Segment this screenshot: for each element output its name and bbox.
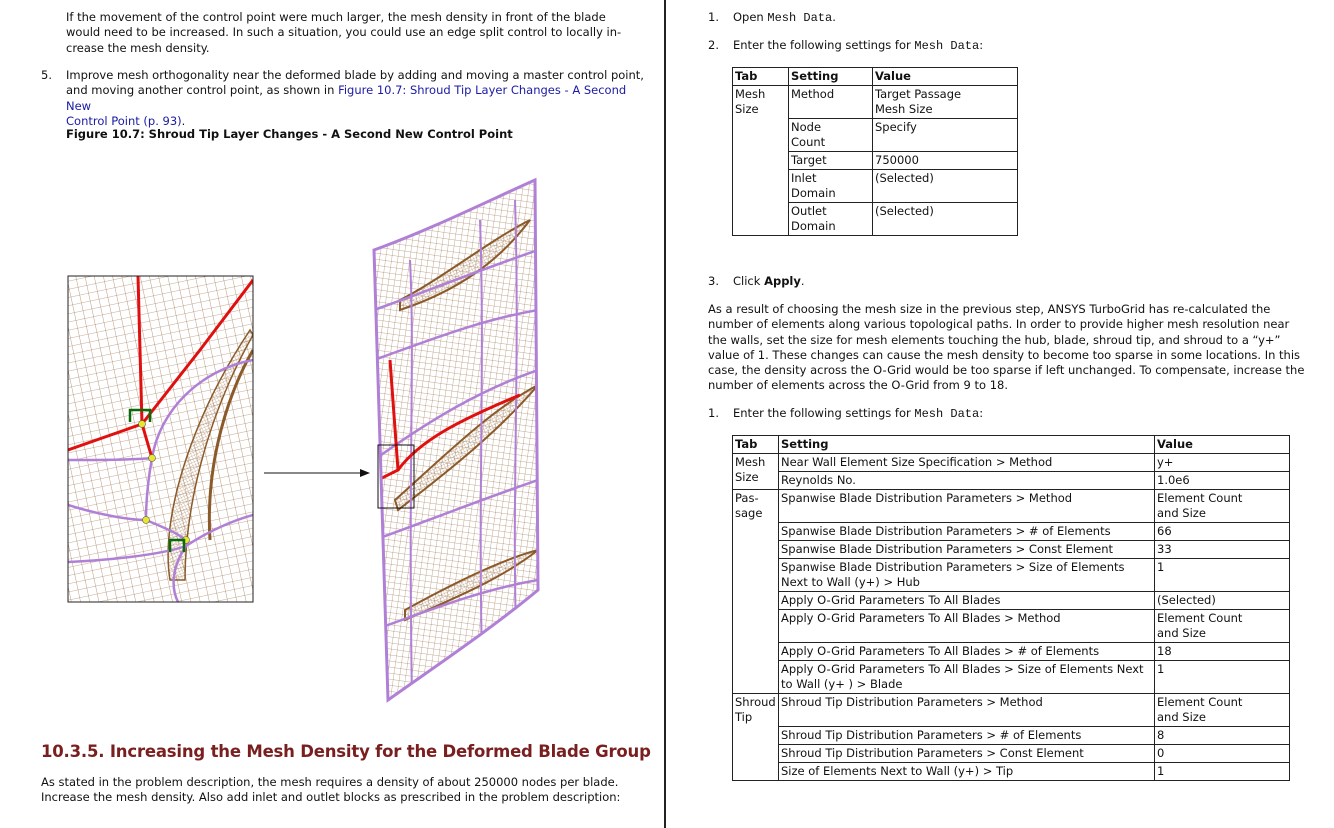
deformed-blade-mesh bbox=[360, 160, 560, 720]
step-2-text bbox=[733, 38, 983, 54]
setting-line: Apply O-Grid Parameters To All Blades > # of Elements bbox=[781, 644, 1100, 658]
setting-line: Domain bbox=[791, 186, 836, 200]
tab-cell bbox=[733, 86, 789, 236]
step-5-line-1: Improve mesh orthogonality near the deformed blade by adding and moving a master control point, bbox=[66, 68, 644, 82]
setting-cell bbox=[779, 592, 1155, 610]
value-line: and Size bbox=[1157, 710, 1206, 724]
setting-line: Target bbox=[791, 153, 827, 167]
value-line: 1 bbox=[1157, 662, 1165, 676]
value-cell bbox=[1155, 763, 1290, 781]
step-1b-number: 1. bbox=[708, 406, 719, 420]
step-3-suffix: . bbox=[800, 274, 805, 288]
step-5-line-2-prefix: and moving another control point, as shown in bbox=[66, 83, 339, 98]
setting-line: Next to Wall (y+) > Hub bbox=[781, 575, 920, 589]
value-line: (Selected) bbox=[1157, 593, 1216, 607]
step-1-number: 1. bbox=[708, 10, 719, 24]
setting-line: Shroud Tip Distribution Parameters > Const Element bbox=[781, 746, 1084, 760]
setting-line: Method bbox=[791, 87, 835, 101]
setting-line: Apply O-Grid Parameters To All Blades bbox=[781, 593, 1001, 607]
paragraph-line: number of elements across the O-Grid from 9 to 18. bbox=[708, 378, 1009, 393]
setting-cell bbox=[779, 610, 1155, 643]
figure-page-link[interactable]: Control Point (p. 93) bbox=[66, 113, 182, 128]
tab-line: Shroud bbox=[735, 695, 776, 709]
mesh-data-code: Mesh Data bbox=[914, 407, 980, 421]
value-cell bbox=[1155, 454, 1290, 472]
table-row bbox=[733, 727, 1290, 745]
tab-line: Pas- bbox=[735, 491, 759, 505]
step-5-line-3-suffix: . bbox=[181, 113, 186, 128]
header-setting: Setting bbox=[789, 68, 873, 86]
mesh-figure bbox=[60, 160, 560, 720]
header-value: Value bbox=[873, 68, 1018, 86]
table-row bbox=[733, 523, 1290, 541]
paragraph-line: number of elements along various topological paths. In order to provide higher mesh resolution near bbox=[708, 317, 1290, 332]
column-divider bbox=[664, 0, 666, 828]
table-row bbox=[733, 592, 1290, 610]
step-2-number: 2. bbox=[708, 38, 719, 52]
value-line: Element Count bbox=[1157, 491, 1243, 505]
value-line: y+ bbox=[1157, 455, 1174, 469]
setting-line: Apply O-Grid Parameters To All Blades > Size of Elements Next bbox=[781, 662, 1144, 676]
setting-cell bbox=[779, 490, 1155, 523]
value-line: 1 bbox=[1157, 764, 1165, 778]
value-line: 18 bbox=[1157, 644, 1172, 658]
value-line: (Selected) bbox=[875, 171, 934, 185]
setting-line: Spanwise Blade Distribution Parameters > Method bbox=[781, 491, 1073, 505]
setting-cell bbox=[779, 694, 1155, 727]
step-1-suffix: . bbox=[832, 10, 836, 24]
setting-line: Apply O-Grid Parameters To All Blades > Method bbox=[781, 611, 1061, 625]
arrow-icon bbox=[264, 469, 370, 477]
section-heading: 10.3.5. Increasing the Mesh Density for the Deformed Blade Group bbox=[41, 742, 651, 761]
setting-line: Spanwise Blade Distribution Parameters > # of Elements bbox=[781, 524, 1111, 538]
step-5-text bbox=[66, 68, 646, 129]
value-line: 66 bbox=[1157, 524, 1172, 538]
settings-table-2 bbox=[732, 435, 1290, 781]
step-1b-suffix: : bbox=[979, 406, 984, 420]
setting-line: Spanwise Blade Distribution Parameters > Const Element bbox=[781, 542, 1114, 556]
setting-cell bbox=[779, 661, 1155, 694]
setting-line: Spanwise Blade Distribution Parameters > Size of Elements bbox=[781, 560, 1125, 574]
paragraph-line: crease the mesh density. bbox=[66, 40, 210, 55]
value-line: and Size bbox=[1157, 626, 1206, 640]
paragraph-line: would need to be increased. In such a situation, you could use an edge split control to locally in- bbox=[66, 25, 622, 40]
value-cell bbox=[1155, 610, 1290, 643]
tab-line: sage bbox=[735, 506, 763, 520]
header-setting: Setting bbox=[779, 436, 1155, 454]
value-cell bbox=[1155, 523, 1290, 541]
value-cell bbox=[1155, 661, 1290, 694]
paragraph-line: As stated in the problem description, the mesh requires a density of about 250000 nodes per blade. bbox=[41, 775, 619, 789]
setting-cell bbox=[779, 523, 1155, 541]
header-tab: Tab bbox=[733, 436, 779, 454]
paragraph-line: the walls, set the size for mesh elements touching the hub, blade, shroud tip, and shroud to a “y+” bbox=[708, 332, 1281, 347]
table-row bbox=[733, 694, 1290, 727]
table-header-row bbox=[733, 436, 1290, 454]
step-1-text bbox=[733, 10, 836, 26]
figure-caption: Figure 10.7: Shroud Tip Layer Changes - A Second New Control Point bbox=[66, 127, 513, 141]
step-1-prefix: Open bbox=[733, 10, 768, 24]
setting-cell bbox=[789, 203, 873, 236]
table-row bbox=[733, 472, 1290, 490]
table-row bbox=[733, 559, 1290, 592]
value-cell bbox=[1155, 559, 1290, 592]
table-row bbox=[733, 745, 1290, 763]
value-cell bbox=[1155, 490, 1290, 523]
detail-inset bbox=[68, 276, 253, 602]
value-cell bbox=[873, 119, 1018, 152]
value-cell bbox=[1155, 745, 1290, 763]
table-row bbox=[733, 490, 1290, 523]
setting-cell bbox=[779, 559, 1155, 592]
value-cell bbox=[1155, 472, 1290, 490]
value-line: (Selected) bbox=[875, 204, 934, 218]
table-row bbox=[733, 541, 1290, 559]
value-cell bbox=[873, 152, 1018, 170]
value-line: Element Count bbox=[1157, 611, 1243, 625]
paragraph-line: As a result of choosing the mesh size in the previous step, ANSYS TurboGrid has re-calculated the bbox=[708, 302, 1271, 316]
setting-cell bbox=[779, 643, 1155, 661]
apply-label: Apply bbox=[764, 274, 801, 288]
tab-line: Mesh bbox=[735, 455, 766, 469]
step-2-suffix: : bbox=[979, 38, 984, 52]
step-5-number: 5. bbox=[41, 68, 52, 82]
mesh-density-paragraph bbox=[66, 10, 646, 56]
setting-line: Reynolds No. bbox=[781, 473, 856, 487]
setting-line: Size of Elements Next to Wall (y+) > Tip bbox=[781, 764, 1014, 778]
step-1b-prefix: Enter the following settings for bbox=[733, 406, 915, 420]
step-1b-text bbox=[733, 406, 983, 422]
value-cell bbox=[873, 203, 1018, 236]
paragraph-line: If the movement of the control point were much larger, the mesh density in front of the blade bbox=[66, 10, 606, 24]
setting-cell bbox=[779, 745, 1155, 763]
value-line: and Size bbox=[1157, 506, 1206, 520]
value-cell bbox=[1155, 541, 1290, 559]
value-line: Mesh Size bbox=[875, 102, 933, 116]
value-line: 0 bbox=[1157, 746, 1165, 760]
setting-cell bbox=[789, 86, 873, 119]
step-2-prefix: Enter the following settings for bbox=[733, 38, 915, 52]
value-cell bbox=[1155, 643, 1290, 661]
tab-line: Size bbox=[735, 102, 759, 116]
value-line: 1 bbox=[1157, 560, 1165, 574]
tab-cell bbox=[733, 694, 779, 781]
figure-10-7-link[interactable]: Figure 10.7: Shroud Tip Layer Changes - A Second New bbox=[66, 83, 627, 113]
table-row bbox=[733, 763, 1290, 781]
value-line: 8 bbox=[1157, 728, 1165, 742]
paragraph-line: case, the density across the O-Grid would be too sparse if left unchanged. To compensate, increase the bbox=[708, 363, 1305, 378]
tab-line: Mesh bbox=[735, 87, 766, 101]
table-row bbox=[733, 661, 1290, 694]
setting-cell bbox=[779, 454, 1155, 472]
paragraph-line: value of 1. These changes can cause the mesh density to become too sparse in some locations. In this bbox=[708, 347, 1301, 362]
mesh-data-code: Mesh Data bbox=[767, 11, 833, 25]
value-line: 1.0e6 bbox=[1157, 473, 1190, 487]
value-cell bbox=[873, 170, 1018, 203]
value-cell bbox=[1155, 727, 1290, 745]
setting-cell bbox=[779, 472, 1155, 490]
value-cell bbox=[873, 86, 1018, 119]
tab-cell bbox=[733, 490, 779, 694]
tab-cell bbox=[733, 454, 779, 490]
setting-cell bbox=[779, 763, 1155, 781]
value-cell bbox=[1155, 592, 1290, 610]
step-3-text bbox=[733, 274, 805, 289]
tab-line: Tip bbox=[735, 710, 753, 724]
table-header-row bbox=[733, 68, 1018, 86]
step-3-prefix: Click bbox=[733, 274, 765, 288]
value-cell bbox=[1155, 694, 1290, 727]
setting-line: Shroud Tip Distribution Parameters > Method bbox=[781, 695, 1043, 709]
settings-table-1 bbox=[732, 67, 1018, 236]
setting-line: Outlet bbox=[791, 204, 827, 218]
setting-cell bbox=[779, 541, 1155, 559]
table-row bbox=[733, 643, 1290, 661]
setting-line: to Wall (y+ ) > Blade bbox=[781, 677, 903, 691]
setting-line: Domain bbox=[791, 219, 836, 233]
result-paragraph bbox=[708, 302, 1308, 394]
step-3-number: 3. bbox=[708, 274, 719, 288]
header-value: Value bbox=[1155, 436, 1290, 454]
table-row bbox=[733, 610, 1290, 643]
setting-line: Near Wall Element Size Specification > Method bbox=[781, 455, 1053, 469]
header-tab: Tab bbox=[733, 68, 789, 86]
setting-line: Shroud Tip Distribution Parameters > # of Elements bbox=[781, 728, 1082, 742]
value-line: Element Count bbox=[1157, 695, 1243, 709]
table-row bbox=[733, 86, 1018, 119]
section-paragraph bbox=[41, 775, 641, 806]
tab-line: Size bbox=[735, 470, 759, 484]
setting-line: Inlet bbox=[791, 171, 817, 185]
value-line: Target Passage bbox=[875, 87, 962, 101]
setting-cell bbox=[779, 727, 1155, 745]
setting-cell bbox=[789, 170, 873, 203]
value-line: 750000 bbox=[875, 153, 919, 167]
value-line: Specify bbox=[875, 120, 917, 134]
setting-cell bbox=[789, 119, 873, 152]
table-row bbox=[733, 454, 1290, 472]
step-5-line-2 bbox=[66, 83, 646, 114]
mesh-data-code: Mesh Data bbox=[914, 39, 980, 53]
value-line: 33 bbox=[1157, 542, 1172, 556]
setting-line: Node bbox=[791, 120, 822, 134]
setting-cell bbox=[789, 152, 873, 170]
paragraph-line: Increase the mesh density. Also add inlet and outlet blocks as prescribed in the problem description: bbox=[41, 790, 621, 805]
setting-line: Count bbox=[791, 135, 826, 149]
